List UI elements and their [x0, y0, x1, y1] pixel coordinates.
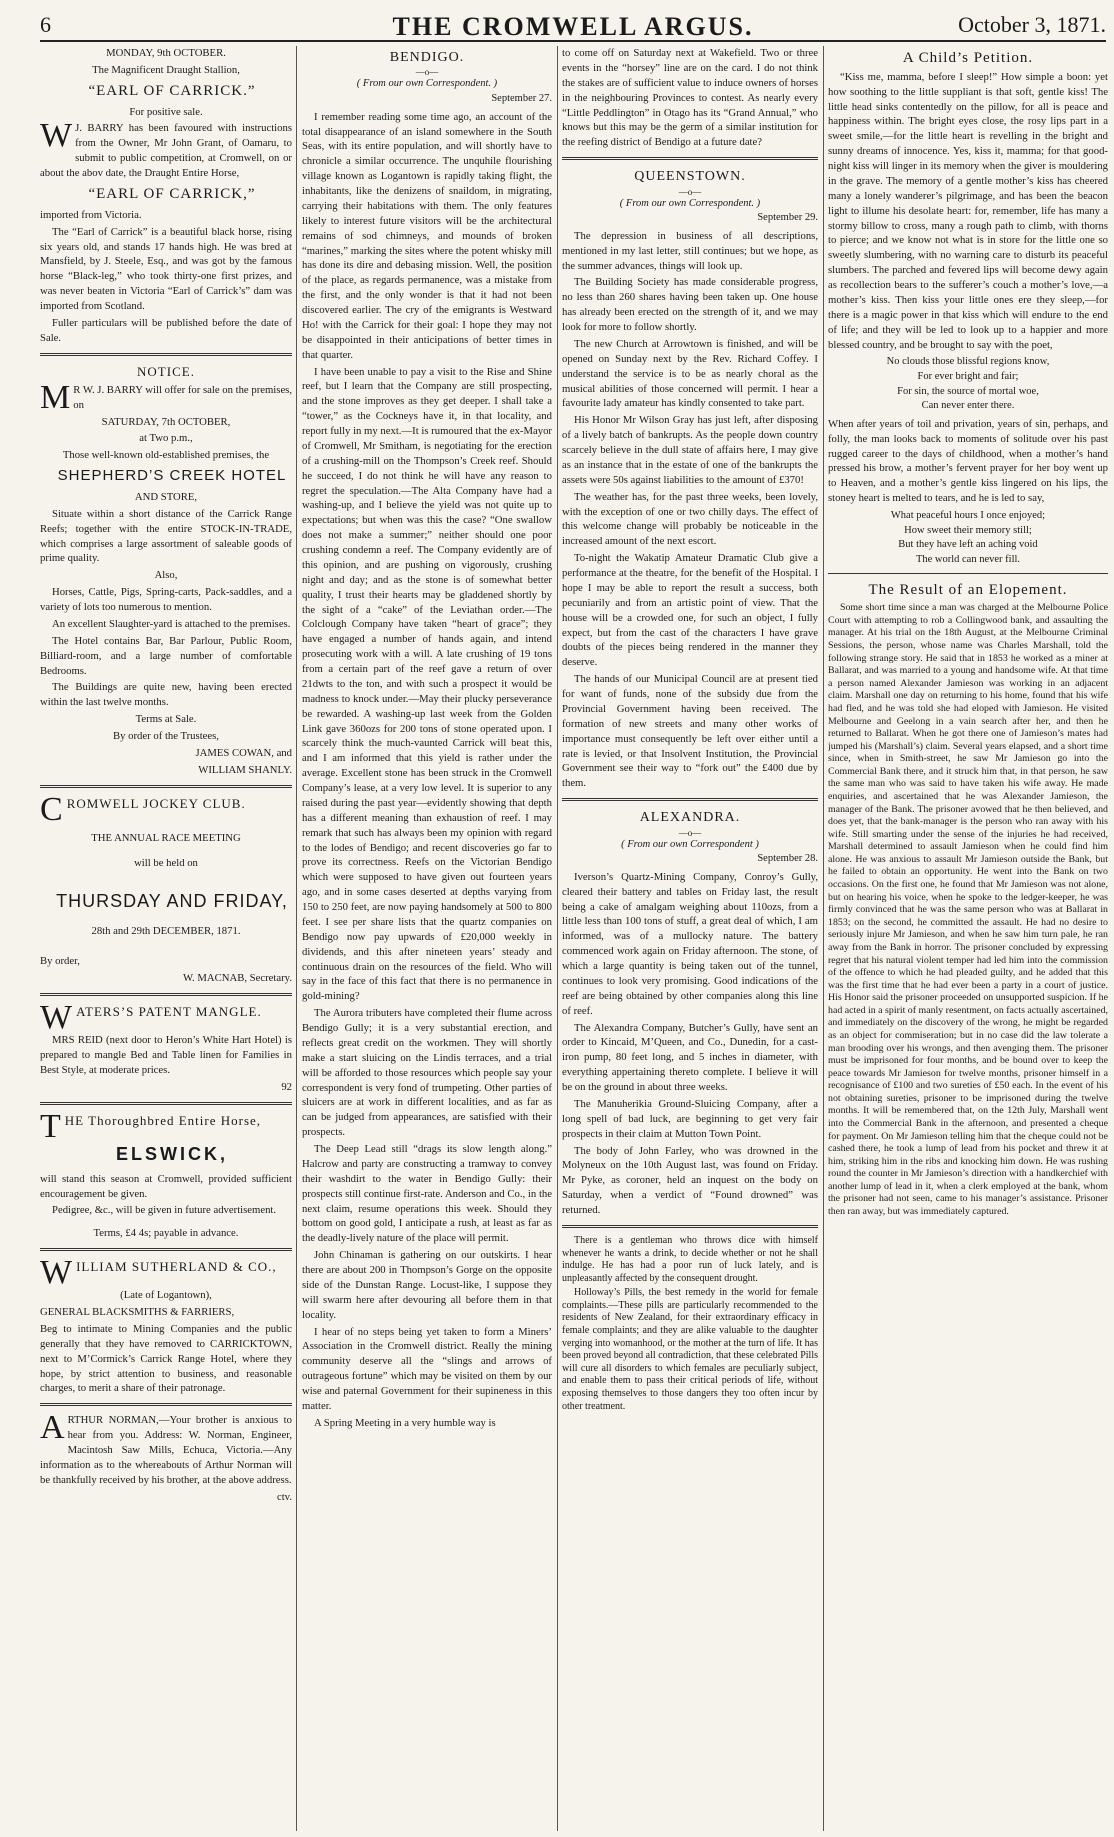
page-number: 6 — [40, 12, 51, 37]
ad-heading: ILLIAM SUTHERLAND & CO., — [76, 1259, 277, 1275]
ad-text: Also, — [154, 569, 178, 582]
verse-line: No clouds those blissful regions know, — [886, 356, 1050, 368]
advertisement-paragraph: Holloway’s Pills, the best remedy in the world for female complaints.—These pills are particularly recommended to the residents of New Zealand, for their extraordinary efficacy in female complaints; and they are alike valuable to the daughter verging into womanhood, or the mother at the turn of life. It has been proved beyond all contradiction, that these celebrated Pills will cure all disorders to which females are peculiarly subject, and enable them to pass their critical periods of life, without exposing themselves to those dangers they too often incur by other treatment. — [562, 1287, 818, 1412]
ad-text: imported from Victoria. — [40, 208, 142, 221]
sale-time: at Two p.m., — [139, 432, 193, 445]
ad-body: J. BARRY has been favoured with instructions from the Owner, Mr John Grant, of Oamaru, to submit to public competition, at Cromwell, on or about the abov date, the Draught Entire Horse, — [40, 122, 292, 180]
ad-text: will be held on — [134, 856, 198, 869]
article-paragraph: The hands of our Municipal Council are at present tied for want of funds, none of the subsidy due from the Provincial Government having been received. The formation of new streets and many other works of importance must consequently be left over either until a rate is levied, or that Insolvent Institution, the Provincial Government see their way to “fork out” the £400 due by them. — [562, 673, 818, 790]
divider — [562, 798, 818, 801]
article-date: September 29. — [757, 212, 818, 224]
verse — [828, 355, 1108, 413]
divider — [562, 157, 818, 160]
ad-subtitle: (Late of Logantown), — [120, 1289, 212, 1302]
ad-heading: NOTICE. — [137, 363, 195, 379]
newspaper-title: THE CROMWELL ARGUS. — [392, 12, 754, 41]
ad-heading: HE Thoroughbred Entire Horse, — [64, 1112, 262, 1128]
norman-ad — [40, 1409, 292, 1504]
notice-ad — [40, 363, 292, 778]
article-heading: A Child’s Petition. — [902, 50, 1034, 66]
article-heading: BENDIGO. — [389, 50, 465, 65]
article-paragraph: to come off on Saturday next at Wakefield. Two or three events in the “horsey” line are on the card. I do not think the stakes are of sufficient value to induce owners of horses in the neighbouring Provinces to contest. As nearly every “Little Peddlington” in Otago has its “Grand Annual,” who knows but this may be the germ of a similar institution for the reefing district of Bendigo at a future date? — [562, 47, 818, 149]
ad-body: Horses, Cattle, Pigs, Spring-carts, Pack-saddles, and a variety of lots too numerous to mention. — [40, 586, 292, 614]
ad-trade: GENERAL BLACKSMITHS & FARRIERS, — [40, 1306, 235, 1319]
article-date: September 27. — [491, 93, 552, 105]
verse-line: How sweet their memory still; — [904, 524, 1032, 536]
article-date: September 28. — [757, 853, 818, 865]
ad-order: By order, — [40, 955, 80, 968]
race-dates: 28th and 29th DECEMBER, 1871. — [91, 924, 241, 937]
ad-body: The Hotel contains Bar, Bar Parlour, Public Room, Billiard-room, and a large number of comfortable Bedrooms. — [40, 634, 292, 677]
divider — [40, 993, 292, 996]
article-paragraph: Some short time since a man was charged at the Melbourne Police Court with attempting to rob a Collingwood bank, and assaulting the manager. At his trial on the 18th August, at the Melbourne Criminal Sessions, the person, whose name was Charles Marshall, told the following strange story. He said that in 1853 he worked as a miner at Ballarat, and was married to a young and handsome wife. At that time a person named Alexander Jamieson was working in an adjacent claim. Marshall one day on returning to his home, found that his wife had fled, and he was told she had eloped with Jamieson. He visited Melbourne and Geelong in a vain search after her, and then he returned to Ballarat. When he got there one of Jamieson’s mates had jumped his (Marshall’s) claim. Several years elapsed, and a short time since, when in Smith-street, he saw Mr Jamieson go into the Commercial Bank there, and it struck him that, in that person, he saw the same man who was said to have taken his wife away. He made enquiries, and ascertained that he was Alexander Jamieson, the manager of the Bank. The prisoner avowed that he then believed, and does yet, that the bank-manager is the person who ran away with his wife. Still smarting under the sense of the injuries he had received, Marshall determined to assault Jamieson when he could find him alone. He was anxious to assault Mr Jamieson outside the Bank, but he failed to obtain an opportunity. He went into the Bank on two occasions. On the first one, he found that Mr Jamieson was not alone, but on hearing his voice, when he spoke to the ledger-keeper, he was firmly convinced that he was the same person who was at Ballarat in 1853; on the second, he committed the assault. He had no desire to seriously injure Mr Jamieson, and when he saw him turn pale, he ran away from the Bank in horror. The prisoner concluded by expressing regret that his natural violent temper had led him into the commission of the offence to which he had pleaded guilty, and he added that this was the first time that he had ever been a party in a court of justice. His Honor said the prisoner proceeded on unsupported suspicion. If he had acted in a spirit of manly resentment, on facts actually ascertained, and immediately on the discovery of the wrong, he might be regarded as an object for commiseration; but in no case did the law tolerate a man brooding over his wrongs, and then avenging them. The prisoner must be imprisoned for four months, and be bound over to keep the peace towards Mr Jamieson for twelve months, prisoner himself in a recognisance of £100 and two sureties of £50 each. In the event of his not obtaining sureties, prisoner to be imprisoned during the twelve months. It will be remembered that, on the 12th July, Marshall went into the Commercial Bank in the afternoon, and presented a cheque for payment. On Mr Jamieson telling him that the cheque could not be cashed there, he took a lump of lead from his pocket and threw it at him, striking him in the ribs and knocking him down. He was rushing round the counter in Mr Jamieson’s direction with a handkerchief with another lump of lead in it, when a clerk employed at the bank, whom the prisoner had not seen, came to his manager’s assistance. Prisoner then ran away, but was immediately captured. — [828, 602, 1108, 1218]
ad-text: AND STORE, — [134, 490, 198, 503]
ad-body: RTHUR NORMAN,—Your brother is anxious to hear from you. Address: W. Norman, Engineer, Macintosh Saw Mills, Echuca, Victoria.—Any information as to the whereabouts of Arthur Norman will be thankfully received by his brother, at the above address. — [40, 1414, 292, 1486]
column-advertisements — [40, 46, 292, 1831]
article-paragraph: The Manuherikia Ground-Sluicing Company, after a long spell of bad luck, are beginning to get very fair prospects in their claim at Mutton Town Point. — [562, 1097, 818, 1140]
ad-order: By order of the Trustees, — [113, 730, 219, 743]
column-bendigo — [302, 46, 552, 1831]
column-rule — [823, 46, 824, 1831]
divider — [40, 1403, 292, 1406]
article-paragraph: I hear of no steps being yet taken to form a Miners’ Association in the Cromwell district. Really the mining community deserve all the “slings and arrows of outrageous fortune” which may be visited on them by our wise and paternal Government for their supineness in this matter. — [302, 1325, 552, 1412]
stallion-ad — [40, 46, 292, 346]
article-paragraph: Iverson’s Quartz-Mining Company, Conroy’s Gully, cleared their battery and tables on Friday last, the result being a cake of amalgam weighing about 110ozs, from a little less than 100 tons of stuff, a great deal of which, I am informed, was of a mullocky nature. The battery commenced work again on Friday afternoon. The stone, of which a large quantity is being taken out of the tunnel, continues to look very promising. Good indications of the reef are being obtained by other companies along this line of reef. — [562, 870, 818, 1017]
signer: W. MACNAB, Secretary. — [182, 972, 292, 985]
divider — [40, 1248, 292, 1251]
verse-line: For ever bright and fair; — [917, 371, 1019, 383]
article-paragraph: There is a gentleman who throws dice with himself whenever he wants a drink, to decide whether or not he shall indulge. He has had a poor run of luck lately, and is unpleasantly affected by the consequent drought. — [562, 1234, 818, 1284]
divider — [40, 1102, 292, 1105]
verse-line: For sin, the source of mortal woe, — [897, 385, 1039, 397]
article-byline: ( From our own Correspondent ) — [621, 838, 759, 850]
article-paragraph: When after years of toil and privation, years of sin, perhaps, and folly, the man looks back to moments of solitude over his past rugged career to the days of childhood, when a mother’s hand pressed his brow, a mother’s fervent prayer for her boy went up to Heaven, and a mother’s gentle kiss lingered on his lips, the stoney heart is melted to tears, and he is led to say, — [828, 417, 1108, 505]
sale-date: MONDAY, 9th OCTOBER. — [106, 47, 226, 59]
terms: Terms, £4 4s; payable in advance. — [93, 1227, 239, 1240]
divider — [828, 573, 1108, 574]
signer: JAMES COWAN, and — [195, 746, 292, 759]
ad-heading: ROMWELL JOCKEY CLUB. — [66, 795, 246, 811]
drop-cap: A — [40, 1409, 65, 1447]
column-rule — [296, 46, 297, 1831]
ad-body: The “Earl of Carrick” is a beautiful black horse, rising six years old, and stands 17 hands high. He was bred at Mansfield, by J. Steele, Esq., and was got by the famous horse “Black-leg,” who took thirty-one first prizes, and was never beaten in Victoria “Earl of Carrick’s” dam was imported from Scotland. — [40, 225, 292, 313]
verse-line: Can never enter there. — [921, 400, 1015, 412]
drop-cap: W — [40, 1254, 74, 1292]
ad-intro: The Magnificent Draught Stallion, — [92, 63, 240, 76]
horse-name: “EARL OF CARRICK,” — [88, 185, 256, 202]
ad-body: R W. J. BARRY will offer for sale on the premises, on — [73, 383, 292, 411]
verse-line: The world can never fill. — [915, 553, 1021, 565]
ornament: —o— — [415, 67, 439, 78]
ad-body: Beg to intimate to Mining Companies and the public generally that they have removed to CARRICKTOWN, next to M’Cormick’s Carrick Range Hotel, where they hope, by strict attention to business, and reasonable charges, to merit a share of their patronage. — [40, 1322, 292, 1395]
divider — [562, 1225, 818, 1228]
terms: Terms at Sale. — [135, 713, 197, 726]
ad-text: Those well-known old-established premises, the — [62, 449, 270, 462]
column-features — [828, 46, 1108, 1831]
jockey-club-ad — [40, 790, 292, 986]
verse — [828, 509, 1108, 567]
article-paragraph: The Building Society has made considerable progress, no less than 260 shares having been taken up. One house has already been erected on the strength of it, and we may look for more to follow shortly. — [562, 276, 818, 334]
horse-name: “EARL OF CARRICK.” — [88, 82, 256, 99]
article-paragraph: The depression in business of all descriptions, mentioned in my last letter, still continues; but we hope, as the summer advances, things will look up. — [562, 229, 818, 272]
ad-body: will stand this season at Cromwell, provided sufficient encouragement be given. — [40, 1172, 292, 1200]
article-paragraph: The new Church at Arrowtown is finished, and will be opened on Sunday next by the Rev. Richard Coffey. I understand the service is to be as nearly choral as the musical abilities of those concerned will permit. I hear a favourite lady amateur has kindly consented to take part. — [562, 337, 818, 410]
verse-line: But they have left an aching void — [898, 539, 1038, 551]
issue-date: October 3, 1871. — [958, 12, 1106, 37]
column-district-news — [562, 46, 818, 1831]
ad-body: Fuller particulars will be published before the date of Sale. — [40, 316, 292, 344]
divider — [40, 785, 292, 788]
drop-cap: W — [40, 117, 73, 155]
article-paragraph: I have been unable to pay a visit to the Rise and Shine reef, but I learn that the Company are still prospecting, and the stone improves as they get deeper. I shall take a “tower,” as the Cockneys have it, in that locality, and report fully in my next.—It is rumoured that the ex-Mayor of Cromwell, Mr Smitham, is negotiating for the erection of a crushing-mill on the Thompson’s Creek reef. Should he succeed, I do not think he will have any reason to regret the speculation.—The Alta Company have had a washing-up, and I believe the yield was not quite up to expectations; but when was this the case? “One swallow does not make a summer;” neither should one poor crushing condemn a reef. The Company evidently are of this opinion, and are pushing on vigorously, crushing night and day; and as the stone is of somewhat better quality, I trust their hearts may be gladdened shortly by the sight of a “cake” of the Leviathan order.—The Colclough Company have taken “heart of grace”; they have engaged a number of hands again, and intend prosecuting work with a will. A late crushing of 19 tons from a certain part of the reef gave a return of over 21dwts to the ton, and with such a prospect it would be madness to knock under.—May their plucky perseverance be rewarded. A washing-up last week from the Golden Link gave 360ozs for 200 tons of stone operated upon. I scarcely think the much-vaunted Carrick will beat this, and I am informed that this yield is rather under the average. Excellent stone has been struck in the Cromwell Company’s lease, at a very low level. It is superior to any raised during the past year—evidently showing that depth has a different meaning than exhaustion of reef. I may remark that such has always been my opinion with regard to the lodes of Bendigo; and recent discoveries go far to prove its correctness. Reefs on the Victorian Bendigo which were supposed to have given out fourteen years ago, and in some cases deserted at depths varying from 150 to 250 feet, are now paying handsomely at 500 to 800 feet. I see per share lists that the quartz companies on Bendigo now pay upwards of £20,000 weekly in dividends, and this after nineteen years’ steady and continuous drain on the resources of the field. Who will say in the face of this fact that there is no permanence in gold-mining? — [302, 365, 552, 1003]
ad-body: An excellent Slaughter-yard is attached to the premises. — [52, 617, 291, 630]
drop-cap: M — [40, 378, 71, 416]
article-paragraph: I remember reading some time ago, an account of the total disappearance of an island somewhere in the South Seas, with its entire population, and will shortly have to chronicle a similar occurrence. The unquhile flourishing village known as Logantown is rapidly taking flight, the inhabitants, like the denizens of snaildom, in migrating, carrying their habitations with them. The only features likely to interest future visitors will be the architectural remains of sod chimneys, and mounds of broken “marines,” marking the sites where the potent whisky mill has done its dire and debasing mission. Well, the position of the place, as regards permanence, was a mistake from the first, and the only wonder is that it had not been discovered earlier. The cry of the emigrants is Westward Ho! with the Carrick for their goal: I hope they may not be disappointed in their anticipations of better times in that quarter. — [302, 110, 552, 361]
article-byline: ( From our own Correspondent. ) — [356, 78, 498, 90]
article-paragraph: The weather has, for the past three weeks, been lovely, with the exception of one or two chilly days. The effect of this welcome change will probably be noticeable in the increased amount of the next escort. — [562, 490, 818, 548]
ad-body: MRS REID (next door to Heron’s White Hart Hotel) is prepared to mangle Bed and Table linen for Families in Best Style, at moderate prices. — [40, 1034, 292, 1076]
ornament: —o— — [678, 186, 702, 197]
article-paragraph: “Kiss me, mamma, before I sleep!” How simple a boon: yet how soothing to the little suppliant is that soft, gentle kiss! The little head sinks contentedly on the pillow, for all is peace and happiness within. The bright eyes close, the rosy lips part in a sweet smile,—for the little heart is revelling in the bright and sunny dreams of innocence. Yes, kiss it, mamma; for that good-night kiss will linger in its memory when the giver is mouldering in the grave. The memory of a gentle mother’s kiss has cheered many a lonely wanderer’s pilgrimage, and has been the beacon light to illume his desolate heart: for, remember, life has many a stormy billow to cross, many a rough path to climb, with thorns to pierce; and we know not what is in store for the little one so sweetly slumbering, with no warning care to disturb its peaceful slumbers. The parched and fevered lips will become dewy again as recollection bears to the sufferer’s couch a mother’s love,—a mother’s kiss. Then kiss your little ones ere they sleep,—for there is a magic power in that kiss which will endure to the end of life; and they will be led to look up to a happier and more blessed country, and be brought to say with the poet, — [828, 70, 1108, 351]
ad-text: THE ANNUAL RACE MEETING — [91, 831, 241, 844]
sale-date: SATURDAY, 7th OCTOBER, — [101, 415, 231, 428]
race-days: THURSDAY AND FRIDAY, — [56, 890, 288, 911]
masthead — [40, 8, 1106, 42]
ornament: —o— — [678, 827, 702, 838]
article-paragraph: A Spring Meeting in a very humble way is — [314, 1416, 496, 1429]
article-heading: The Result of an Elopement. — [868, 582, 1068, 599]
horse-name: ELSWICK, — [116, 1143, 228, 1164]
article-paragraph: The Aurora tributers have completed their flume across Bendigo Gully; it is a very substantial erection, and reflects great credit on the workmen. They will shortly make a start sluicing on the Lindis terraces, and a trial will be afforded to those resources which people say your correspondent is very fond of trumpeting. Other parties of sluicers are at work in different localities, and as far as can be judged from appearances, are satisfied with their prospects. — [302, 1007, 552, 1139]
ad-body: Pedigree, &c., will be given in future advertisement. — [52, 1204, 277, 1217]
sutherland-ad — [40, 1254, 292, 1396]
sale-type: For positive sale. — [129, 105, 203, 118]
ad-reference: 92 — [281, 1080, 292, 1093]
article-paragraph: To-night the Wakatip Amateur Dramatic Club give a performance at the theatre, for the benefit of the Hospital. I hope I may be able to report the result a success, both pecuniarily and from an artistic point of view. That the house will be a crowded one, for such an object, I fully expect, but from the cast of the characters I have grave doubts of the pieces being rendered in the manner they deserve. — [562, 552, 818, 669]
drop-cap: C — [40, 790, 64, 828]
article-heading: ALEXANDRA. — [639, 810, 741, 826]
article-byline: ( From our own Correspondent. ) — [619, 197, 761, 209]
ad-body: The Buildings are quite new, having been erected within the last twelve months. — [40, 681, 292, 709]
signer: WILLIAM SHANLY. — [198, 763, 292, 776]
divider — [40, 353, 292, 356]
drop-cap: T — [40, 1107, 62, 1145]
hotel-name: SHEPHERD’S CREEK HOTEL — [57, 467, 287, 485]
mangle-ad — [40, 999, 292, 1095]
article-paragraph: His Honor Mr Wilson Gray has just left, after disposing of a lively batch of bankrupts. As the people down country scarcely believe in the dull state of affairs here, I may give as an instance that in the estate of one of the bankrupts the assets were 50s against liabilities to the amount of £370! — [562, 414, 818, 486]
article-paragraph: John Chinaman is gathering on our outskirts. I hear there are about 200 in Thompson’s Gorge on the opposite side of the Dunstan Range. Locust-like, I suppose they will swarm here after devouring all before them in that locality. — [302, 1249, 552, 1321]
ad-reference: ctv. — [276, 1490, 292, 1503]
article-paragraph: The Deep Lead still “drags its slow length along.” Halcrow and party are constructing a tramway to convey their washdirt to the water in Bendigo Gully: their prospects still continue first-rate. Anderson and Co., in the next claim, resume operations this week. Should they bottom on good gold, I anticipate a rush, at least as far as the deadly-lively nature of the place will permit. — [302, 1143, 552, 1245]
column-rule — [557, 46, 558, 1831]
article-heading: QUEENSTOWN. — [634, 169, 746, 185]
ad-body: Situate within a short distance of the Carrick Range Reefs; together with the entire STOCK-IN-TRADE, which comprises a large assortment of saleable goods of prime quality. — [40, 507, 292, 565]
drop-cap: W — [40, 999, 74, 1037]
verse-line: What peaceful hours I once enjoyed; — [890, 510, 1046, 522]
article-paragraph: The body of John Farley, who was drowned in the Molyneux on the 10th August last, was found on Friday. Mr Pyke, as coroner, held an inquest on the body on Saturday, when a verdict of “Found drowned” was returned. — [562, 1144, 818, 1217]
article-paragraph: The Alexandra Company, Butcher’s Gully, have sent an order to Kincaid, M’Queen, and Co., Dunedin, for a cast-iron pump, 80 feet long, and 5 inches in diameter, with everything appertaining thereto complete. I believe it will be on the ground in about three weeks. — [562, 1021, 818, 1094]
elswick-ad — [40, 1107, 292, 1242]
ad-heading: ATERS’S PATENT MANGLE. — [76, 1004, 262, 1020]
